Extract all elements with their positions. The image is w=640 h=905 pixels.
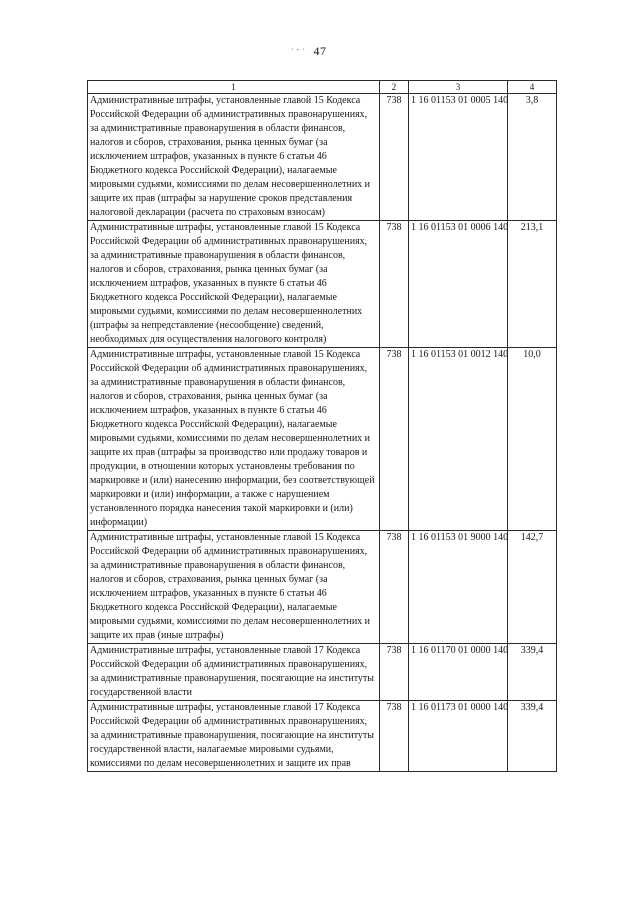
row-admin-code: 738: [380, 348, 409, 531]
row-kbk-code: 1 16 01153 01 0005 140: [409, 94, 508, 221]
row-admin-code: 738: [380, 701, 409, 772]
page-number-text: 47: [313, 44, 327, 58]
budget-revenue-table: [87, 80, 557, 772]
row-amount: 339,4: [508, 644, 557, 701]
row-kbk-code: 1 16 01153 01 0006 140: [409, 221, 508, 348]
row-kbk-code: 1 16 01153 01 9000 140: [409, 531, 508, 644]
row-admin-code: 738: [380, 531, 409, 644]
row-description: Административные штрафы, установленные главой 15 Кодекса Российской Федерации об административных правонарушениях, за административные правонарушения в области финансов, налогов и сборов, страхования, рынка ценных бумаг (за исключением штрафов, указанных в пункте 6 статьи 46 Бюджетного кодекса Российской Федерации), налагаемые мировыми судьями, комиссиями по делам несовершеннолетних и защите их прав (штрафы за нарушение сроков представления налоговой декларации (расчета по страховым взносам): [88, 94, 380, 221]
scan-mark: · - ·: [291, 45, 306, 54]
row-description: Административные штрафы, установленные главой 17 Кодекса Российской Федерации об административных правонарушениях, за административные правонарушения, посягающие на институты государственной власти, налагаемые мировыми судьями, комиссиями по делам несовершеннолетних и защите их прав: [88, 701, 380, 772]
table-row: [88, 348, 557, 531]
table-row: [88, 94, 557, 221]
row-description: Административные штрафы, установленные главой 15 Кодекса Российской Федерации об административных правонарушениях, за административные правонарушения в области финансов, налогов и сборов, страхования, рынка ценных бумаг (за исключением штрафов, указанных в пункте 6 статьи 46 Бюджетного кодекса Российской Федерации), налагаемые мировыми судьями, комиссиями по делам несовершеннолетних и защите их прав (иные штрафы): [88, 531, 380, 644]
row-description: Административные штрафы, установленные главой 15 Кодекса Российской Федерации об административных правонарушениях, за административные правонарушения в области финансов, налогов и сборов, страхования, рынка ценных бумаг (за исключением штрафов, указанных в пункте 6 статьи 46 Бюджетного кодекса Российской Федерации), налагаемые мировыми судьями, комиссиями по делам несовершеннолетних и защите их прав (штрафы за производство или продажу товаров и продукции, в отношении которых установлены требования по маркировке и (или) нанесению информации, без соответствующей маркировки и (или) информации, а также с нарушением установленного порядка нанесения такой маркировки и (или) информации): [88, 348, 380, 531]
row-amount: 339,4: [508, 701, 557, 772]
row-description: Административные штрафы, установленные главой 17 Кодекса Российской Федерации об административных правонарушениях, за административные правонарушения, посягающие на институты государственной власти: [88, 644, 380, 701]
header-col-1: 1: [88, 81, 380, 94]
header-col-2: 2: [380, 81, 409, 94]
row-amount: 10,0: [508, 348, 557, 531]
row-amount: 3,8: [508, 94, 557, 221]
table-header-row: [88, 81, 557, 94]
row-kbk-code: 1 16 01170 01 0000 140: [409, 644, 508, 701]
table-row: [88, 644, 557, 701]
page-number: [0, 44, 640, 59]
row-description: Административные штрафы, установленные главой 15 Кодекса Российской Федерации об административных правонарушениях, за административные правонарушения в области финансов, налогов и сборов, страхования, рынка ценных бумаг (за исключением штрафов, указанных в пункте 6 статьи 46 Бюджетного кодекса Российской Федерации), налагаемые мировыми судьями, комиссиями по делам несовершеннолетних (штрафы за непредставление (несообщение) сведений, необходимых для осуществления налогового контроля): [88, 221, 380, 348]
row-admin-code: 738: [380, 644, 409, 701]
row-kbk-code: 1 16 01173 01 0000 140: [409, 701, 508, 772]
row-admin-code: 738: [380, 94, 409, 221]
header-col-4: 4: [508, 81, 557, 94]
row-amount: 142,7: [508, 531, 557, 644]
row-admin-code: 738: [380, 221, 409, 348]
table-row: [88, 531, 557, 644]
table-row: [88, 701, 557, 772]
row-amount: 213,1: [508, 221, 557, 348]
header-col-3: 3: [409, 81, 508, 94]
row-kbk-code: 1 16 01153 01 0012 140: [409, 348, 508, 531]
table-row: [88, 221, 557, 348]
